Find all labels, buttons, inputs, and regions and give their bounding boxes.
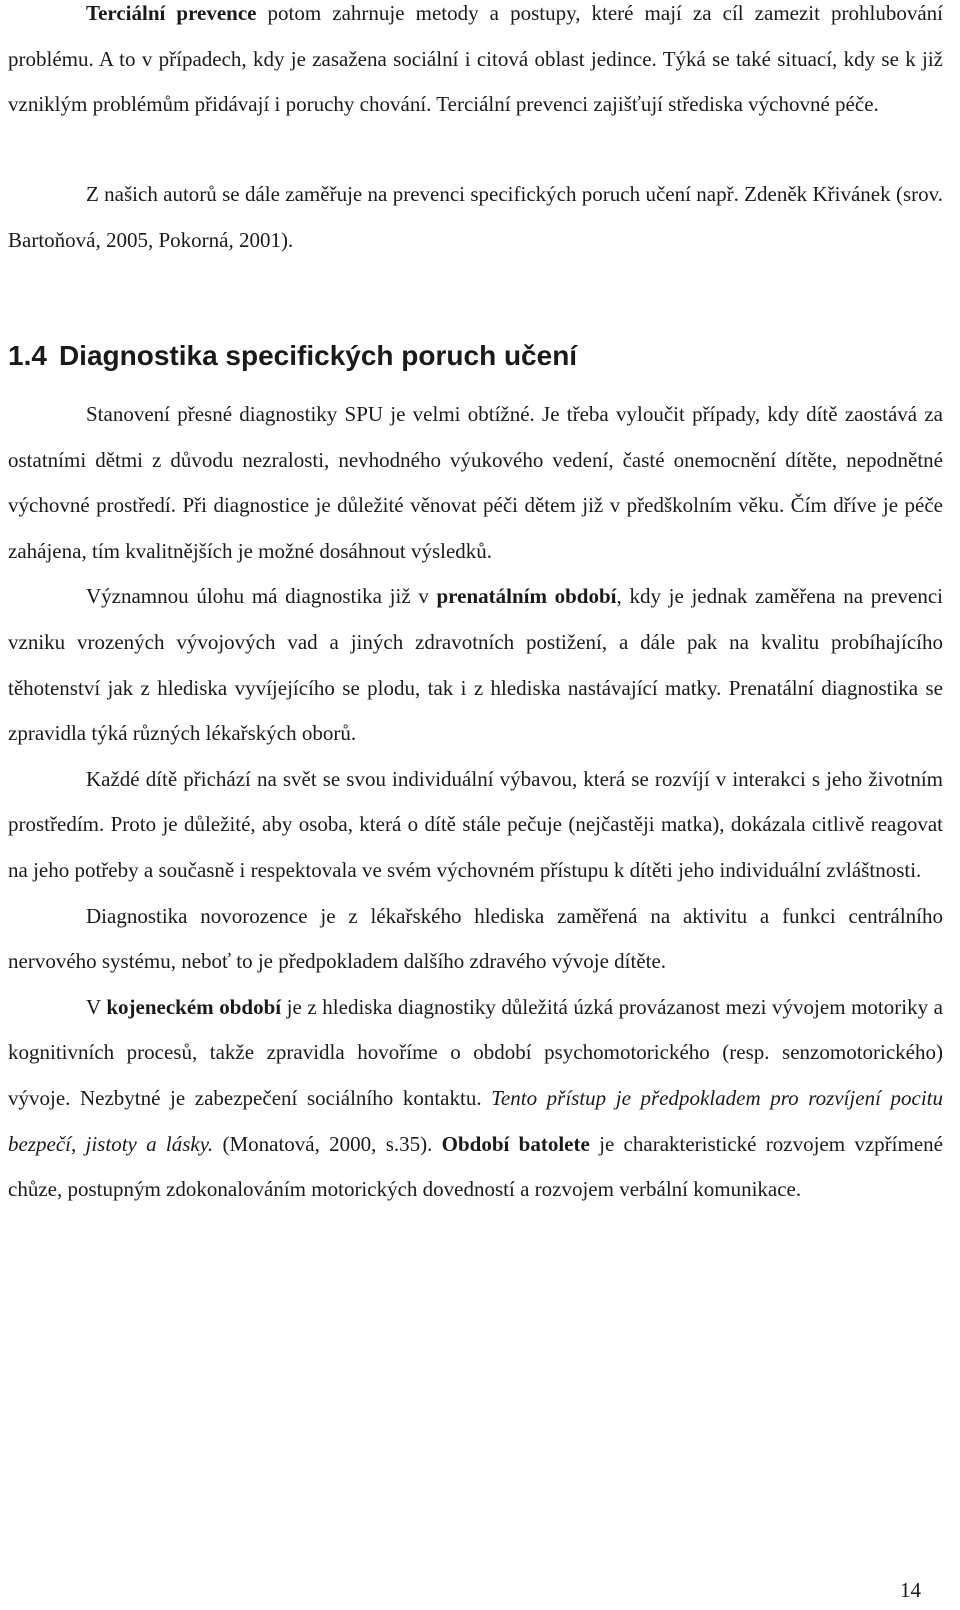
paragraph-text: V — [86, 994, 107, 1019]
page-number: 14 — [900, 1578, 921, 1602]
paragraph-text: Významnou úlohu má diagnostika již v — [86, 584, 437, 609]
paragraph-text: je charakteristické rozvojem vzpřímené chůze, postupným zdokonalováním motorických dovedností a rozvojem verbální komunikace. — [8, 1131, 943, 1202]
bold-term: prenatálním období — [436, 584, 617, 609]
paragraph-diagnosis-intro: Stanovení přesné diagnostiky SPU je velmi obtížné. Je třeba vyloučit případy, kdy dítě zaostává za ostatními dětmi z důvodu nezralosti, nevhodného výukového vedení, časté onemocnění dítěte, nepodnětné výchovné prostředí. Při diagnostice je důležité věnovat péči dětem již v předškolním věku. Čím dříve je péče zahájena, tím kvalitnějších je možné dosáhnout výsledků. — [8, 402, 943, 563]
section-heading — [8, 338, 577, 374]
paragraph-authors: Z našich autorů se dále zaměřuje na prevenci specifických poruch učení např. Zdeněk Křivánek (srov. Bartoňová, 2005, Pokorná, 2001). — [8, 182, 943, 252]
section-title: Diagnostika specifických poruch učení — [58, 340, 578, 371]
paragraph-newborn: Diagnostika novorozence je z lékařského hlediska zaměřená na aktivitu a funkci centrálního nervového systému, neboť to je předpokladem dalšího zdravého vývoje dítěte. — [8, 903, 943, 974]
italic-quote: Tento přístup je předpokladem pro rozvíjení pocitu bezpečí, jistoty a lásky. — [8, 1085, 943, 1156]
bold-term: Terciální prevence — [86, 1, 257, 25]
paragraph-individual-traits: Každé dítě přichází na svět se svou individuální výbavou, která se rozvíjí v interakci s jeho životním prostředím. Proto je důležité, aby osoba, která o dítě stále pečuje (nejčastěji matka), dokázala citlivě reagovat na jeho potřeby a současně i respektovala ve svém výchovném přístupu k dítěti jeho individuální zvláštnosti. — [8, 766, 943, 882]
section-number: 1.4 — [8, 340, 47, 371]
paragraph-infancy — [8, 985, 943, 1213]
paragraph-prenatal — [8, 574, 943, 756]
paragraph-text: , kdy je jednak zaměřena na prevenci vzniku vrozených vývojových vad a jiných zdravotních postižení, a dále pak na kvalitu probíhajícího těhotenství jak z hlediska vyvíjejícího se plodu, tak i z hlediska nastávající matky. Prenatální diagnostika se zpravidla týká různých lékařských oborů. — [8, 584, 943, 746]
paragraph-text: je z hlediska diagnostiky důležitá úzká provázanost mezi vývojem motoriky a kognitivních procesů, takže zpravidla hovoříme o období psychomotorického (resp. senzomotorického) vývoje. Nezbytné je zabezpečení sociálního kontaktu. — [8, 994, 943, 1110]
bold-term: Období batolete — [441, 1131, 590, 1156]
paragraph-text: potom zahrnuje metody a postupy, které mají za cíl zamezit prohlubování problému. A to v případech, kdy je zasažena sociální i citová oblast jedince. Týká se také situací, kdy se k již vzniklým problémům přidávají i poruchy chování. Terciální prevenci zajišťují střediska výchovné péče. — [8, 1, 944, 117]
citation: (Monatová, 2000, s.35). — [213, 1131, 442, 1156]
paragraph-tertiary-prevention — [8, 0, 943, 128]
bold-term: kojeneckém období — [106, 994, 282, 1019]
section-body — [8, 392, 943, 1213]
